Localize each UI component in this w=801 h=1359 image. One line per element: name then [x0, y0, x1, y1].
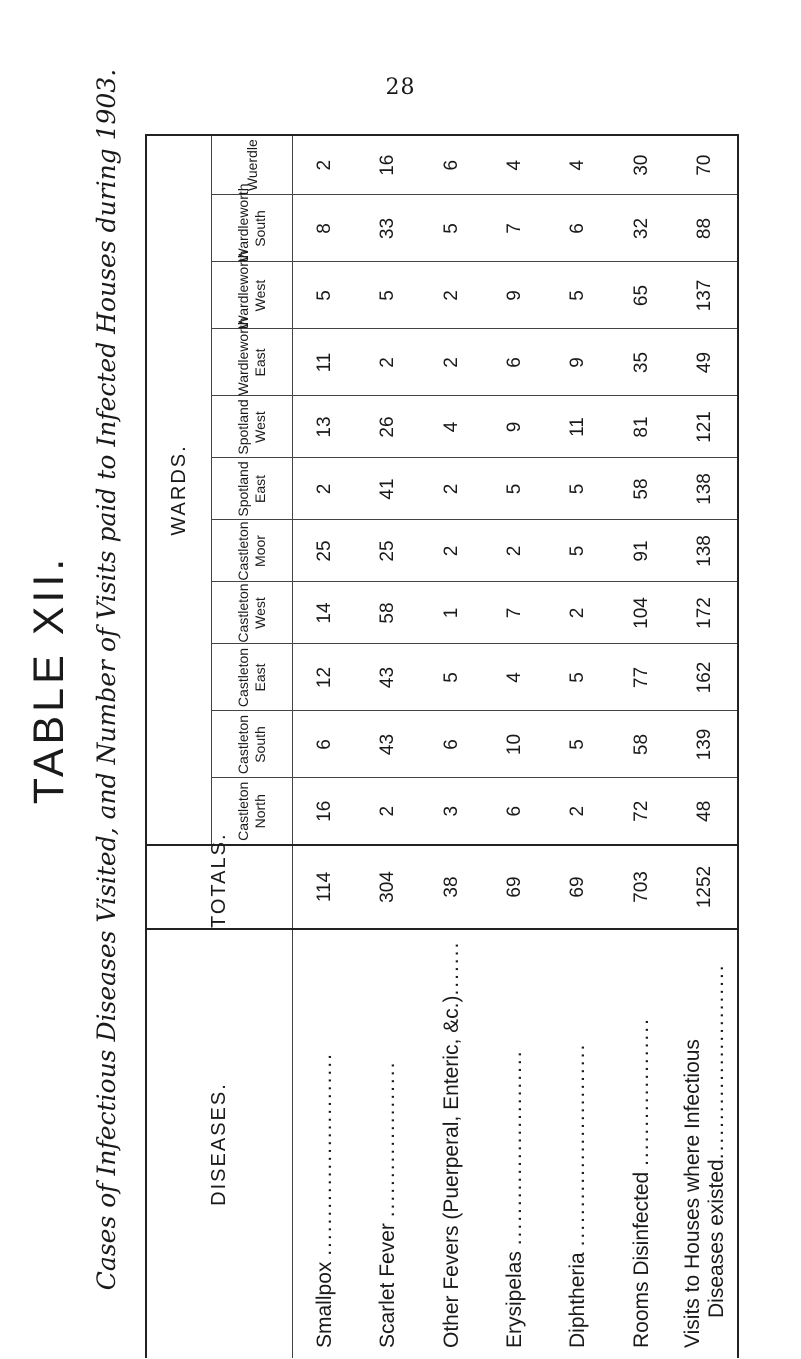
ward-cell: 139 [674, 711, 739, 778]
ward-cell: 43 [356, 644, 419, 711]
ward-cell: 2 [420, 262, 483, 329]
ward-cell: 4 [483, 644, 546, 711]
ward-cell: 1 [420, 582, 483, 644]
ward-cell: 2 [483, 520, 546, 582]
leader-dots: .................... [376, 1060, 400, 1218]
disease-name: Diphtheria [566, 1252, 590, 1348]
ward-name-line1: Wardleworth [235, 317, 252, 396]
ward-cell: 43 [356, 711, 419, 778]
ward-header [212, 582, 293, 644]
ward-cell: 6 [292, 711, 356, 778]
ward-name-line2: East [252, 348, 269, 377]
ward-cell: 2 [292, 458, 356, 520]
ward-cell: 32 [610, 195, 673, 262]
ward-cell: 4 [503, 159, 525, 171]
ward-cell: 138 [674, 458, 739, 520]
ward-cell: 9 [483, 396, 546, 458]
ward-header [212, 458, 293, 520]
total-cell: 304 [356, 845, 419, 929]
ward-name-line1: Spotland [235, 461, 252, 517]
ward-cell: 12 [292, 644, 356, 711]
ward-cell: 58 [610, 711, 673, 778]
ward-header [212, 520, 293, 582]
wards-header-row [146, 135, 212, 1358]
ward-cell: 70 [694, 154, 716, 176]
ward-cell: 5 [547, 262, 610, 329]
ward-name-line2: East [252, 663, 269, 692]
ward-cell: 6 [440, 159, 462, 171]
disease-name: Smallpox [312, 1261, 336, 1348]
ward-cell: 91 [610, 520, 673, 582]
disease-label [483, 929, 546, 1358]
diseases-header: DISEASES. [146, 929, 292, 1358]
ward-cell: 58 [610, 458, 673, 520]
table-row [356, 135, 419, 1358]
ward-cell: 2 [420, 458, 483, 520]
ward-cell: 5 [356, 262, 419, 329]
ward-cell: 137 [674, 262, 739, 329]
ward-cell: 77 [610, 644, 673, 711]
ward-header [212, 711, 293, 778]
table-title: TABLE XII. [25, 554, 73, 805]
ward-cell: 2 [420, 329, 483, 396]
ward-cell: 41 [356, 458, 419, 520]
ward-cell: 6 [483, 778, 546, 845]
ward-cell: 2 [420, 520, 483, 582]
ward-name-line2: South [252, 726, 269, 763]
ward-name-line1: Castleton [235, 521, 252, 581]
totals-header: TOTALS. [146, 845, 292, 929]
disease-label [610, 929, 673, 1358]
ward-name-line2: Moor [252, 535, 269, 567]
ward-name-line2: South [252, 210, 269, 247]
ward-cell: 10 [483, 711, 546, 778]
disease-label [674, 929, 739, 1358]
ward-name-line2: East [252, 475, 269, 504]
disease-name: Other Fevers (Puerperal, Enteric, &c.) [439, 995, 463, 1348]
ward-header [212, 644, 293, 711]
table-caption: Cases of Infectious Diseases Visited, and Number of Visits paid to Infected Houses during 1903. [92, 68, 121, 1291]
ward-cell: 2 [356, 778, 419, 845]
ward-cell: 13 [292, 396, 356, 458]
ward-cell: 30 [630, 154, 652, 176]
ward-cell: 14 [292, 582, 356, 644]
ward-name-line1: Wardleworth [235, 183, 252, 262]
ward-cell: 33 [356, 195, 419, 262]
ward-cell: 9 [483, 262, 546, 329]
ward-cell: 5 [292, 262, 356, 329]
table-row [483, 135, 546, 1358]
total-cell: 69 [483, 845, 546, 929]
ward-cell: 5 [420, 644, 483, 711]
ward-cell: 58 [356, 582, 419, 644]
ward-cell: 6 [420, 711, 483, 778]
ward-cell: 4 [567, 159, 589, 171]
leader-dots: ....... [439, 940, 463, 996]
leader-dots: .......................... [566, 1042, 590, 1247]
ward-cell: 35 [610, 329, 673, 396]
ward-cell: 5 [547, 458, 610, 520]
ward-cell: 7 [483, 582, 546, 644]
disease-name: Scarlet Fever [376, 1223, 400, 1348]
leader-dots: ......................... [502, 1049, 526, 1246]
total-cell: 69 [547, 845, 610, 929]
ward-cell: 16 [292, 778, 356, 845]
ward-cell: 5 [547, 520, 610, 582]
total-cell: 1252 [674, 845, 739, 929]
ward-header [212, 183, 293, 262]
disease-label [356, 929, 419, 1358]
disease-name: Erysipelas [502, 1251, 526, 1348]
ward-name-line2: West [252, 411, 269, 443]
ward-cell: 3 [420, 778, 483, 845]
ward-cell: 65 [610, 262, 673, 329]
ward-cell: 16 [377, 154, 399, 176]
ward-name-line1: Wuerdle [243, 139, 260, 192]
disease-name-line2: Diseases existed [705, 1159, 729, 1318]
ward-name-line2: West [252, 597, 269, 629]
table-row [420, 135, 483, 1358]
ward-name-line1: Wardleworth [235, 250, 252, 329]
disease-name: Rooms Disinfected [629, 1171, 653, 1348]
ward-cell: 11 [292, 329, 356, 396]
ward-header [212, 317, 293, 396]
ward-cell: 48 [674, 778, 739, 845]
ward-cell: 121 [674, 396, 739, 458]
wards-group-header: WARDS. [146, 135, 212, 845]
ward-cell: 5 [483, 458, 546, 520]
ward-cell: 5 [547, 711, 610, 778]
ward-name-line2: North [252, 794, 269, 829]
ward-cell: 6 [547, 195, 610, 262]
table-row [547, 135, 610, 1358]
ward-name-line1: Castleton [235, 714, 252, 775]
ward-cell: 5 [547, 644, 610, 711]
page-number: 28 [385, 75, 416, 100]
table-row [610, 135, 673, 1358]
ward-cell: 4 [420, 396, 483, 458]
ward-cell: 88 [674, 195, 739, 262]
ward-cell: 8 [292, 195, 356, 262]
ward-cell: 72 [610, 778, 673, 845]
ward-name-line1: Castleton [235, 583, 252, 643]
ward-name-line2: West [252, 279, 269, 312]
ward-header [212, 396, 293, 458]
leader-dots: .......................... [312, 1052, 336, 1256]
ward-cell: 25 [292, 520, 356, 582]
ward-name-line1: Spotland [235, 399, 252, 455]
ward-cell: 7 [483, 195, 546, 262]
ward-name-line1: Castleton [235, 647, 252, 708]
ward-name-line1: Castleton [235, 781, 252, 841]
ward-cell: 162 [674, 644, 739, 711]
ward-header [212, 135, 293, 195]
disease-label [292, 929, 356, 1358]
leader-dots: ................... [629, 1017, 653, 1166]
table-row [674, 135, 739, 1358]
ward-cell: 104 [610, 582, 673, 644]
total-cell: 38 [420, 845, 483, 929]
ward-cell: 2 [313, 159, 335, 171]
ward-cell: 6 [483, 329, 546, 396]
ward-cell: 5 [420, 195, 483, 262]
ward-cell: 2 [356, 329, 419, 396]
ward-cell: 49 [674, 329, 739, 396]
ward-cell: 9 [547, 329, 610, 396]
ward-header [212, 250, 293, 329]
disease-name: Visits to Houses where Infectious [681, 1039, 705, 1348]
leader-dots: ......................... [705, 963, 729, 1160]
infectious-diseases-table [145, 134, 739, 1358]
total-cell: 114 [292, 845, 356, 929]
disease-label [547, 929, 610, 1358]
ward-cell: 2 [547, 582, 610, 644]
ward-cell: 25 [356, 520, 419, 582]
ward-cell: 2 [547, 778, 610, 845]
ward-cell: 11 [547, 396, 610, 458]
ward-cell: 81 [610, 396, 673, 458]
ward-cell: 172 [674, 582, 739, 644]
ward-cell: 26 [356, 396, 419, 458]
table-row [292, 135, 356, 1358]
total-cell: 703 [610, 845, 673, 929]
disease-label [420, 929, 483, 1358]
ward-cell: 138 [674, 520, 739, 582]
